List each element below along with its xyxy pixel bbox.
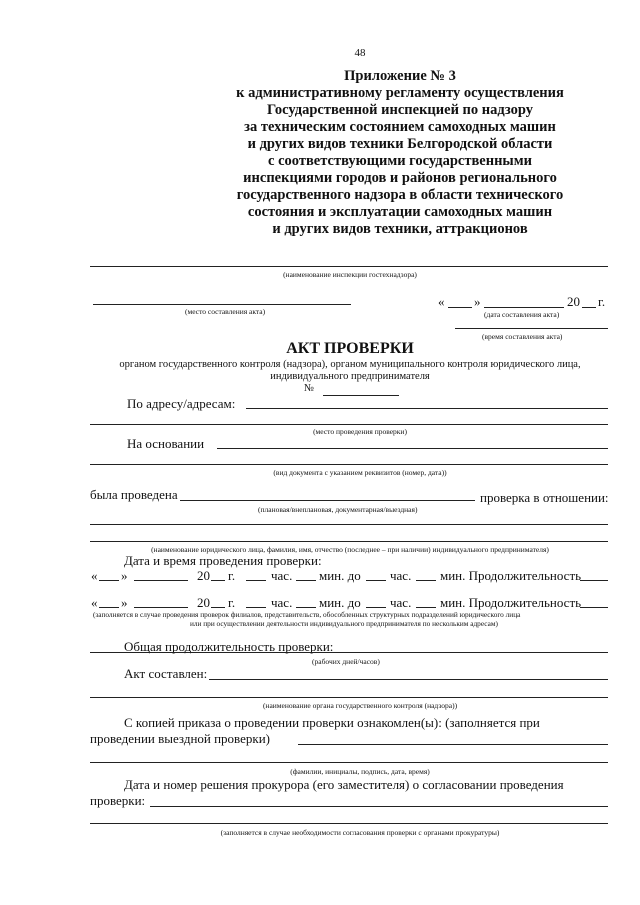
- number-sign: №: [304, 383, 315, 394]
- year-suffix: г.: [228, 595, 236, 610]
- duration-line[interactable]: [580, 607, 608, 608]
- authority-note: (наименование органа государственного контроля (надзора)): [262, 701, 458, 710]
- basis-note: (вид документа с указанием реквизитов (номер, дата)): [273, 468, 447, 477]
- hours-label: час.: [271, 568, 293, 583]
- subject-note: (наименование юридического лица, фамилия, имя, отчество (последнее – при наличии) индивидуального предпринимателя): [151, 545, 549, 554]
- duration-label: мин. Продолжительность: [440, 568, 582, 583]
- address-line[interactable]: [246, 408, 608, 409]
- workdays-note: (рабочих дней/часов): [312, 657, 380, 666]
- address-line-2[interactable]: [90, 424, 608, 425]
- min-to-label: мин. до: [319, 595, 361, 610]
- branches-note: или при осуществлении деятельности индивидуального предпринимателя по нескольким адресам): [190, 619, 498, 628]
- date-month-line[interactable]: [484, 307, 564, 308]
- year-line[interactable]: [211, 607, 225, 608]
- total-duration-line[interactable]: [90, 652, 608, 653]
- year-line[interactable]: [211, 580, 225, 581]
- prosecutor-line[interactable]: [150, 806, 608, 807]
- signature-note: (фамилии, инициалы, подпись, дата, время): [290, 767, 430, 776]
- address-note: (место проведения проверки): [313, 427, 407, 436]
- date-year-line[interactable]: [582, 307, 596, 308]
- quote-close: »: [121, 595, 128, 610]
- time-line[interactable]: [455, 328, 608, 329]
- min-from-line[interactable]: [296, 607, 316, 608]
- place-note: (место составления акта): [185, 307, 266, 316]
- day-line[interactable]: [99, 607, 119, 608]
- time-note: (время составления акта): [482, 332, 563, 341]
- date-note: (дата составления акта): [484, 310, 560, 319]
- min-to-line[interactable]: [416, 580, 436, 581]
- duration-label: мин. Продолжительность: [440, 595, 582, 610]
- header-line: и других видов техники Белгородской области: [247, 136, 553, 152]
- hours-label: час.: [390, 595, 412, 610]
- address-label: По адресу/адресам:: [127, 396, 236, 411]
- place-line[interactable]: [93, 304, 351, 305]
- date-quote-open: «: [438, 294, 445, 309]
- order-copy-line[interactable]: [298, 744, 608, 745]
- act-drawn-label: Акт составлен:: [124, 666, 208, 681]
- inspection-name-line[interactable]: [90, 266, 608, 267]
- month-line[interactable]: [134, 607, 188, 608]
- header-line: инспекциями городов и районов регионального: [243, 170, 557, 186]
- header-line: Приложение № 3: [344, 68, 456, 84]
- regarding-label: проверка в отношении:: [480, 490, 609, 505]
- prosecutor-line-2[interactable]: [90, 823, 608, 824]
- order-copy-text: С копией приказа о проведении проверки ознакомлен(ы): (заполняется при: [124, 715, 540, 730]
- subject-line[interactable]: [90, 524, 608, 525]
- act-title: АКТ ПРОВЕРКИ: [286, 340, 414, 357]
- date-year-suffix: г.: [598, 294, 606, 309]
- basis-label: На основании: [127, 436, 205, 451]
- signature-line[interactable]: [90, 762, 608, 763]
- act-drawn-line[interactable]: [209, 679, 608, 680]
- header-line: и других видов техники, аттракционов: [272, 221, 528, 237]
- min-to-label: мин. до: [319, 568, 361, 583]
- hour-to-line[interactable]: [366, 580, 386, 581]
- header-line: состояния и эксплуатации самоходных машин: [247, 204, 553, 220]
- hour-from-line[interactable]: [246, 607, 266, 608]
- hours-label: час.: [390, 568, 412, 583]
- basis-line-2[interactable]: [90, 464, 608, 465]
- min-to-line[interactable]: [416, 607, 436, 608]
- quote-close: »: [121, 568, 128, 583]
- date-year-prefix: 20: [567, 294, 580, 309]
- year-suffix: г.: [228, 568, 236, 583]
- date-day-line[interactable]: [448, 307, 472, 308]
- hour-to-line[interactable]: [366, 607, 386, 608]
- total-duration-label: Общая продолжительность проверки:: [124, 639, 334, 654]
- header-line: государственного надзора в области технического: [236, 187, 564, 203]
- act-subtitle: индивидуального предпринимателя: [270, 371, 430, 382]
- prosecutor-note: (заполняется в случае необходимости согласования проверки с органами прокуратуры): [220, 828, 500, 837]
- duration-line[interactable]: [580, 580, 608, 581]
- prosecutor-text: Дата и номер решения прокурора (его заместителя) о согласовании проведения: [124, 777, 564, 792]
- order-copy-text: проведении выездной проверки): [90, 731, 270, 746]
- inspection-name-note: (наименование инспекции гостехнадзора): [283, 270, 417, 279]
- hour-from-line[interactable]: [246, 580, 266, 581]
- check-type-line[interactable]: [180, 500, 475, 501]
- quote-open: «: [91, 595, 98, 610]
- datetime-label: Дата и время проведения проверки:: [124, 553, 322, 568]
- hours-label: час.: [271, 595, 293, 610]
- year-prefix: 20: [197, 595, 210, 610]
- header-line: за техническим состоянием самоходных машин: [244, 119, 556, 135]
- quote-open: «: [91, 568, 98, 583]
- act-number-line[interactable]: [323, 395, 399, 396]
- basis-line[interactable]: [217, 448, 608, 449]
- month-line[interactable]: [134, 580, 188, 581]
- check-type-note: (плановая/внеплановая, документарная/выездная): [258, 505, 418, 514]
- date-quote-close: »: [474, 294, 481, 309]
- year-prefix: 20: [197, 568, 210, 583]
- page-number: 48: [354, 47, 366, 59]
- conducted-label: была проведена: [90, 487, 178, 502]
- header-line: к административному регламенту осуществления: [236, 85, 564, 101]
- header-line: Государственной инспекцией по надзору: [266, 102, 534, 118]
- subject-line-2[interactable]: [90, 541, 608, 542]
- branches-note: (заполняется в случае проведения проверок филиалов, представительств, обособленных структурных подразделений юридического лица: [93, 610, 521, 619]
- act-subtitle: органом государственного контроля (надзора), органом муниципального контроля юридического лица,: [119, 359, 581, 370]
- prosecutor-text: проверки:: [90, 793, 146, 808]
- day-line[interactable]: [99, 580, 119, 581]
- header-line: с соответствующими государственными: [268, 153, 532, 169]
- min-from-line[interactable]: [296, 580, 316, 581]
- act-drawn-line-2[interactable]: [90, 697, 608, 698]
